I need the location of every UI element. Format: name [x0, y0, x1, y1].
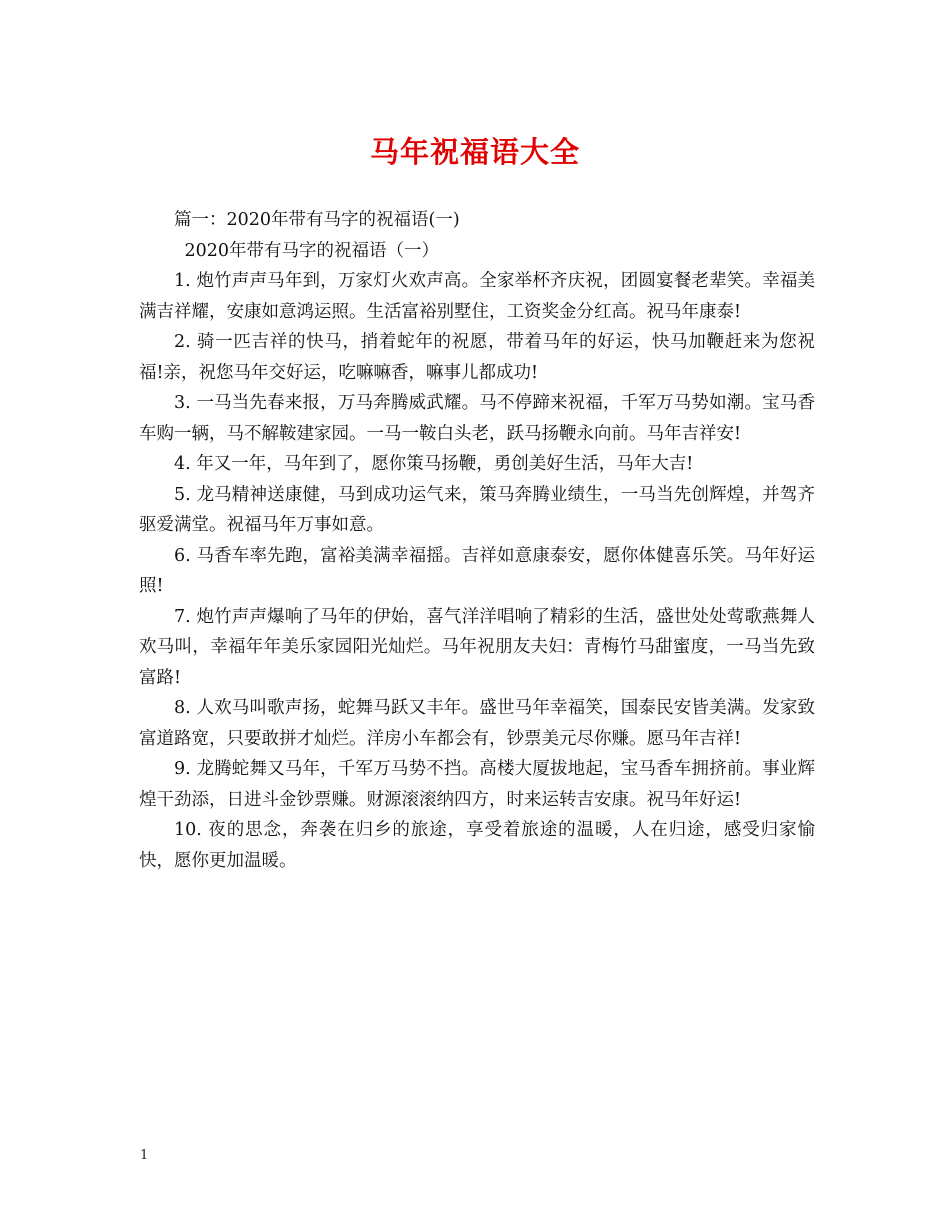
list-item: 9. 龙腾蛇舞又马年，千军万马势不挡。高楼大厦拔地起，宝马香车拥挤前。事业辉煌干劲添，日进斗金钞票赚。财源滚滚纳四方，时来运转吉安康。祝马年好运! [139, 759, 815, 810]
page-number: 1 [140, 1148, 149, 1163]
page-title: 马年祝福语大全 [369, 135, 580, 169]
list-item: 2. 骑一匹吉祥的快马，捎着蛇年的祝愿，带着马年的好运，快马加鞭赶来为您祝福!亲，祝您马年交好运，吃嘛嘛香，嘛事儿都成功! [139, 332, 815, 383]
list-item: 4. 年又一年，马年到了，愿你策马扬鞭，勇创美好生活，马年大吉! [174, 454, 694, 474]
document-body [139, 205, 815, 876]
list-item: 10. 夜的思念，奔袭在归乡的旅途，享受着旅途的温暖，人在归途，感受归家愉快，愿你更加温暖。 [139, 820, 815, 871]
list-item: 1. 炮竹声声马年到，万家灯火欢声高。全家举杯齐庆祝，团圆宴餐老辈笑。幸福美满吉祥耀，安康如意鸿运照。生活富裕别墅住，工资奖金分红高。祝马年康泰! [139, 271, 815, 322]
section-heading: 篇一：2020年带有马字的祝福语(一) [174, 210, 460, 230]
list-item: 8. 人欢马叫歌声扬，蛇舞马跃又丰年。盛世马年幸福笑，国泰民安皆美满。发家致富道路宽，只要敢拼才灿烂。洋房小车都会有，钞票美元尽你赚。愿马年吉祥! [139, 698, 815, 749]
list-item: 5. 龙马精神送康健，马到成功运气来，策马奔腾业绩生，一马当先创辉煌，并驾齐驱爱满堂。祝福马年万事如意。 [139, 484, 815, 535]
list-item: 7. 炮竹声声爆响了马年的伊始，喜气洋洋唱响了精彩的生活，盛世处处莺歌燕舞人欢马叫，幸福年年美乐家园阳光灿烂。马年祝朋友夫妇：青梅竹马甜蜜度，一马当先致富路! [139, 606, 815, 688]
subheading: 2020年带有马字的祝福语（一） [184, 240, 440, 261]
list-item: 6. 马香车率先跑，富裕美满幸福摇。吉祥如意康泰安，愿你体健喜乐笑。马年好运照! [139, 545, 815, 596]
list-item: 3. 一马当先春来报，万马奔腾威武耀。马不停蹄来祝福，千军万马势如潮。宝马香车购一辆，马不解鞍建家园。一马一鞍白头老，跃马扬鞭永向前。马年吉祥安! [139, 393, 815, 444]
